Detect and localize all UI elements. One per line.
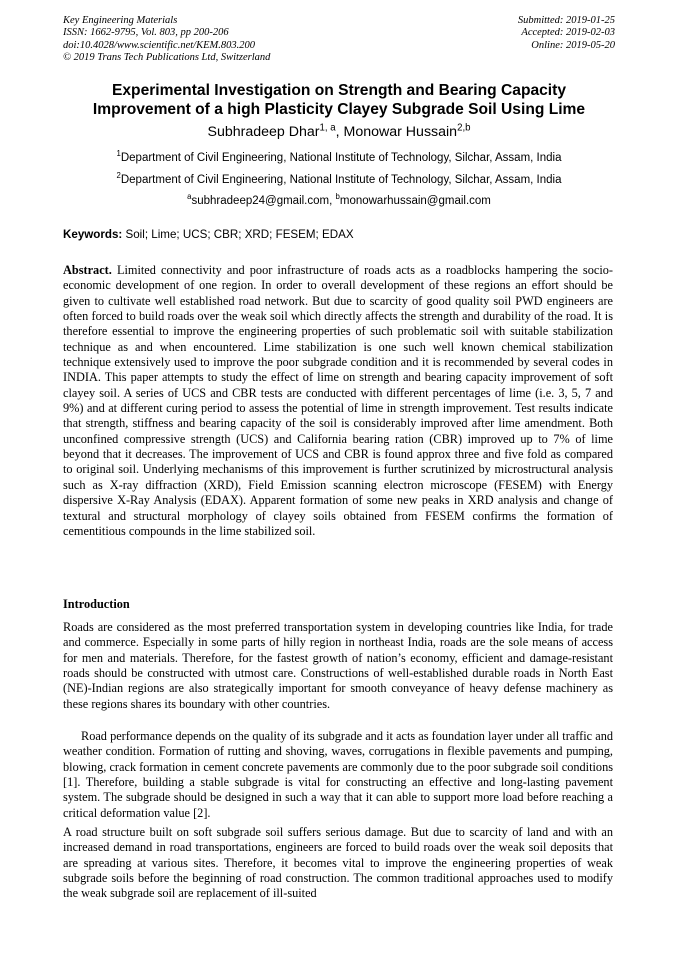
keywords-label: Keywords: <box>63 228 123 241</box>
affiliation-1-marker: 1 <box>116 149 121 159</box>
email-a: subhradeep24@gmail.com, <box>191 195 336 207</box>
title-line-2: Improvement of a high Plasticity Clayey Subgrade Soil Using Lime <box>92 101 586 118</box>
authors <box>40 123 638 141</box>
paper-title <box>40 81 638 119</box>
abstract <box>63 263 613 539</box>
keywords-list: Soil; Lime; UCS; CBR; XRD; FESEM; EDAX <box>122 228 354 241</box>
author-2-marker: 2,b <box>457 122 471 134</box>
accepted-date: Accepted: 2019-02-03 <box>521 27 615 39</box>
affiliation-2 <box>40 173 638 187</box>
author-separator: , <box>335 124 344 140</box>
author-emails <box>40 194 638 208</box>
abstract-text: Limited connectivity and poor infrastructure of roads acts as a roadblocks hampering the socio-economic development of one region. In order to overall development of these regions an effort should be given to cultivate well established road network. But due to scarcity of good quality soil PWD engineers are often forced to build roads over the weak soil which directly affects the strength and durability of the road. It is therefore essential to improve the engineering properties of such problematic soil with suitable stabilization technique as and when encountered. Lime stabilization is one such well known chemical stabilization technique extensively used to improve the poor subgrade condition and it is recommended by several codes in INDIA. This paper attempts to study the effect of lime on strength and bearing capacity improvement of soft clayey soil. A series of UCS and CBR tests are conducted with different percentages of lime (i.e. 3, 5, 7 and 9%) and at different curing period to assess the potential of lime in strength improvement. Test results indicate that strength, stiffness and bearing capacity of the soil is considerably improved after lime amendment. Both unconfined compressive strength (UCS) and California bearing ration (CBR) improved up to 7% of lime beyond that it decreases. The improvement of UCS and CBR is found approx three and five fold as compared to original soil. Underlying mechanisms of this improvement is further scrutinized by microstructural analysis such as X-ray diffraction (XRD), Field Emission scanning electron microscope (FESEM) with Energy dispersive X-Ray Analysis (EDAX). Apparent formation of some new peaks in XRD analysis and change of textural and structural morphology of clayey soils obtained from FESEM confirms the formation of cementitious compounds in the lime stabilized soil. <box>63 263 613 538</box>
author-1: Subhradeep Dhar <box>207 124 320 140</box>
journal-copyright: © 2019 Trans Tech Publications Ltd, Switzerland <box>63 51 271 63</box>
submitted-date: Submitted: 2019-01-25 <box>517 15 615 26</box>
affiliation-2-marker: 2 <box>116 171 121 181</box>
journal-name: Key Engineering Materials <box>63 15 178 26</box>
journal-info <box>63 15 270 64</box>
intro-paragraph-2: Road performance depends on the quality of its subgrade and it acts as foundation layer under all traffic and weather condition. Formation of rutting and shoving, waves, corrugations in flexible pavements and pumping, blowing, crack formation in cement concrete pavements are commonly due to the poor subgrade soil conditions [1]. Therefore, building a stable subgrade is vital for constructing an effective and long-lasting pavement system. The subgrade should be designed in such a way that it can able to support more load before reaching a critical deformation value [2]. <box>63 729 613 820</box>
introduction-heading: Introduction <box>63 597 130 611</box>
email-a-marker: a <box>187 192 192 202</box>
affiliation-1 <box>40 151 638 165</box>
title-line-1: Experimental Investigation on Strength and Bearing Capacity <box>111 82 567 99</box>
email-b: monowarhussain@gmail.com <box>339 195 491 207</box>
journal-doi: doi:10.4028/www.scientific.net/KEM.803.200 <box>63 39 255 51</box>
author-2: Monowar Hussain <box>343 124 458 140</box>
affiliation-1-text: Department of Civil Engineering, National Institute of Technology, Silchar, Assam, India <box>120 152 562 164</box>
journal-issn: ISSN: 1662-9795, Vol. 803, pp 200-206 <box>63 27 229 39</box>
email-b-marker: b <box>335 192 340 202</box>
intro-paragraph-3: A road structure built on soft subgrade soil suffers serious damage. But due to scarcity of land and with an increased demand in road transportations, engineers are forced to build roads over the weak soil deposits that are spreading at various sites. Therefore, it becomes vital to improve the engineering properties of weak subgrade soils before the beginning of road construction. The common traditional approaches used to modify the weak subgrade soil are replacement of ill-suited <box>63 825 613 901</box>
publication-dates <box>518 15 615 52</box>
keywords <box>63 228 354 242</box>
online-date: Online: 2019-05-20 <box>531 39 615 51</box>
affiliation-2-text: Department of Civil Engineering, National Institute of Technology, Silchar, Assam, India <box>120 174 562 186</box>
abstract-label: Abstract. <box>63 263 112 277</box>
author-1-marker: 1, a <box>319 122 336 134</box>
intro-paragraph-1: Roads are considered as the most preferred transportation system in developing countries like India, for trade and commerce. Especially in some parts of hilly region in northeast India, roads are the sole means of access for men and materials. Therefore, for the fastest growth of nation’s economy, efficient and damage-resistant roads should be constructed with utmost care. Constructions of well-established durable roads in North East (NE)-Indian regions are also strategically important for smooth conveyance of heavy defense machinery as these regions shares its boundary with other countries. <box>63 620 613 711</box>
